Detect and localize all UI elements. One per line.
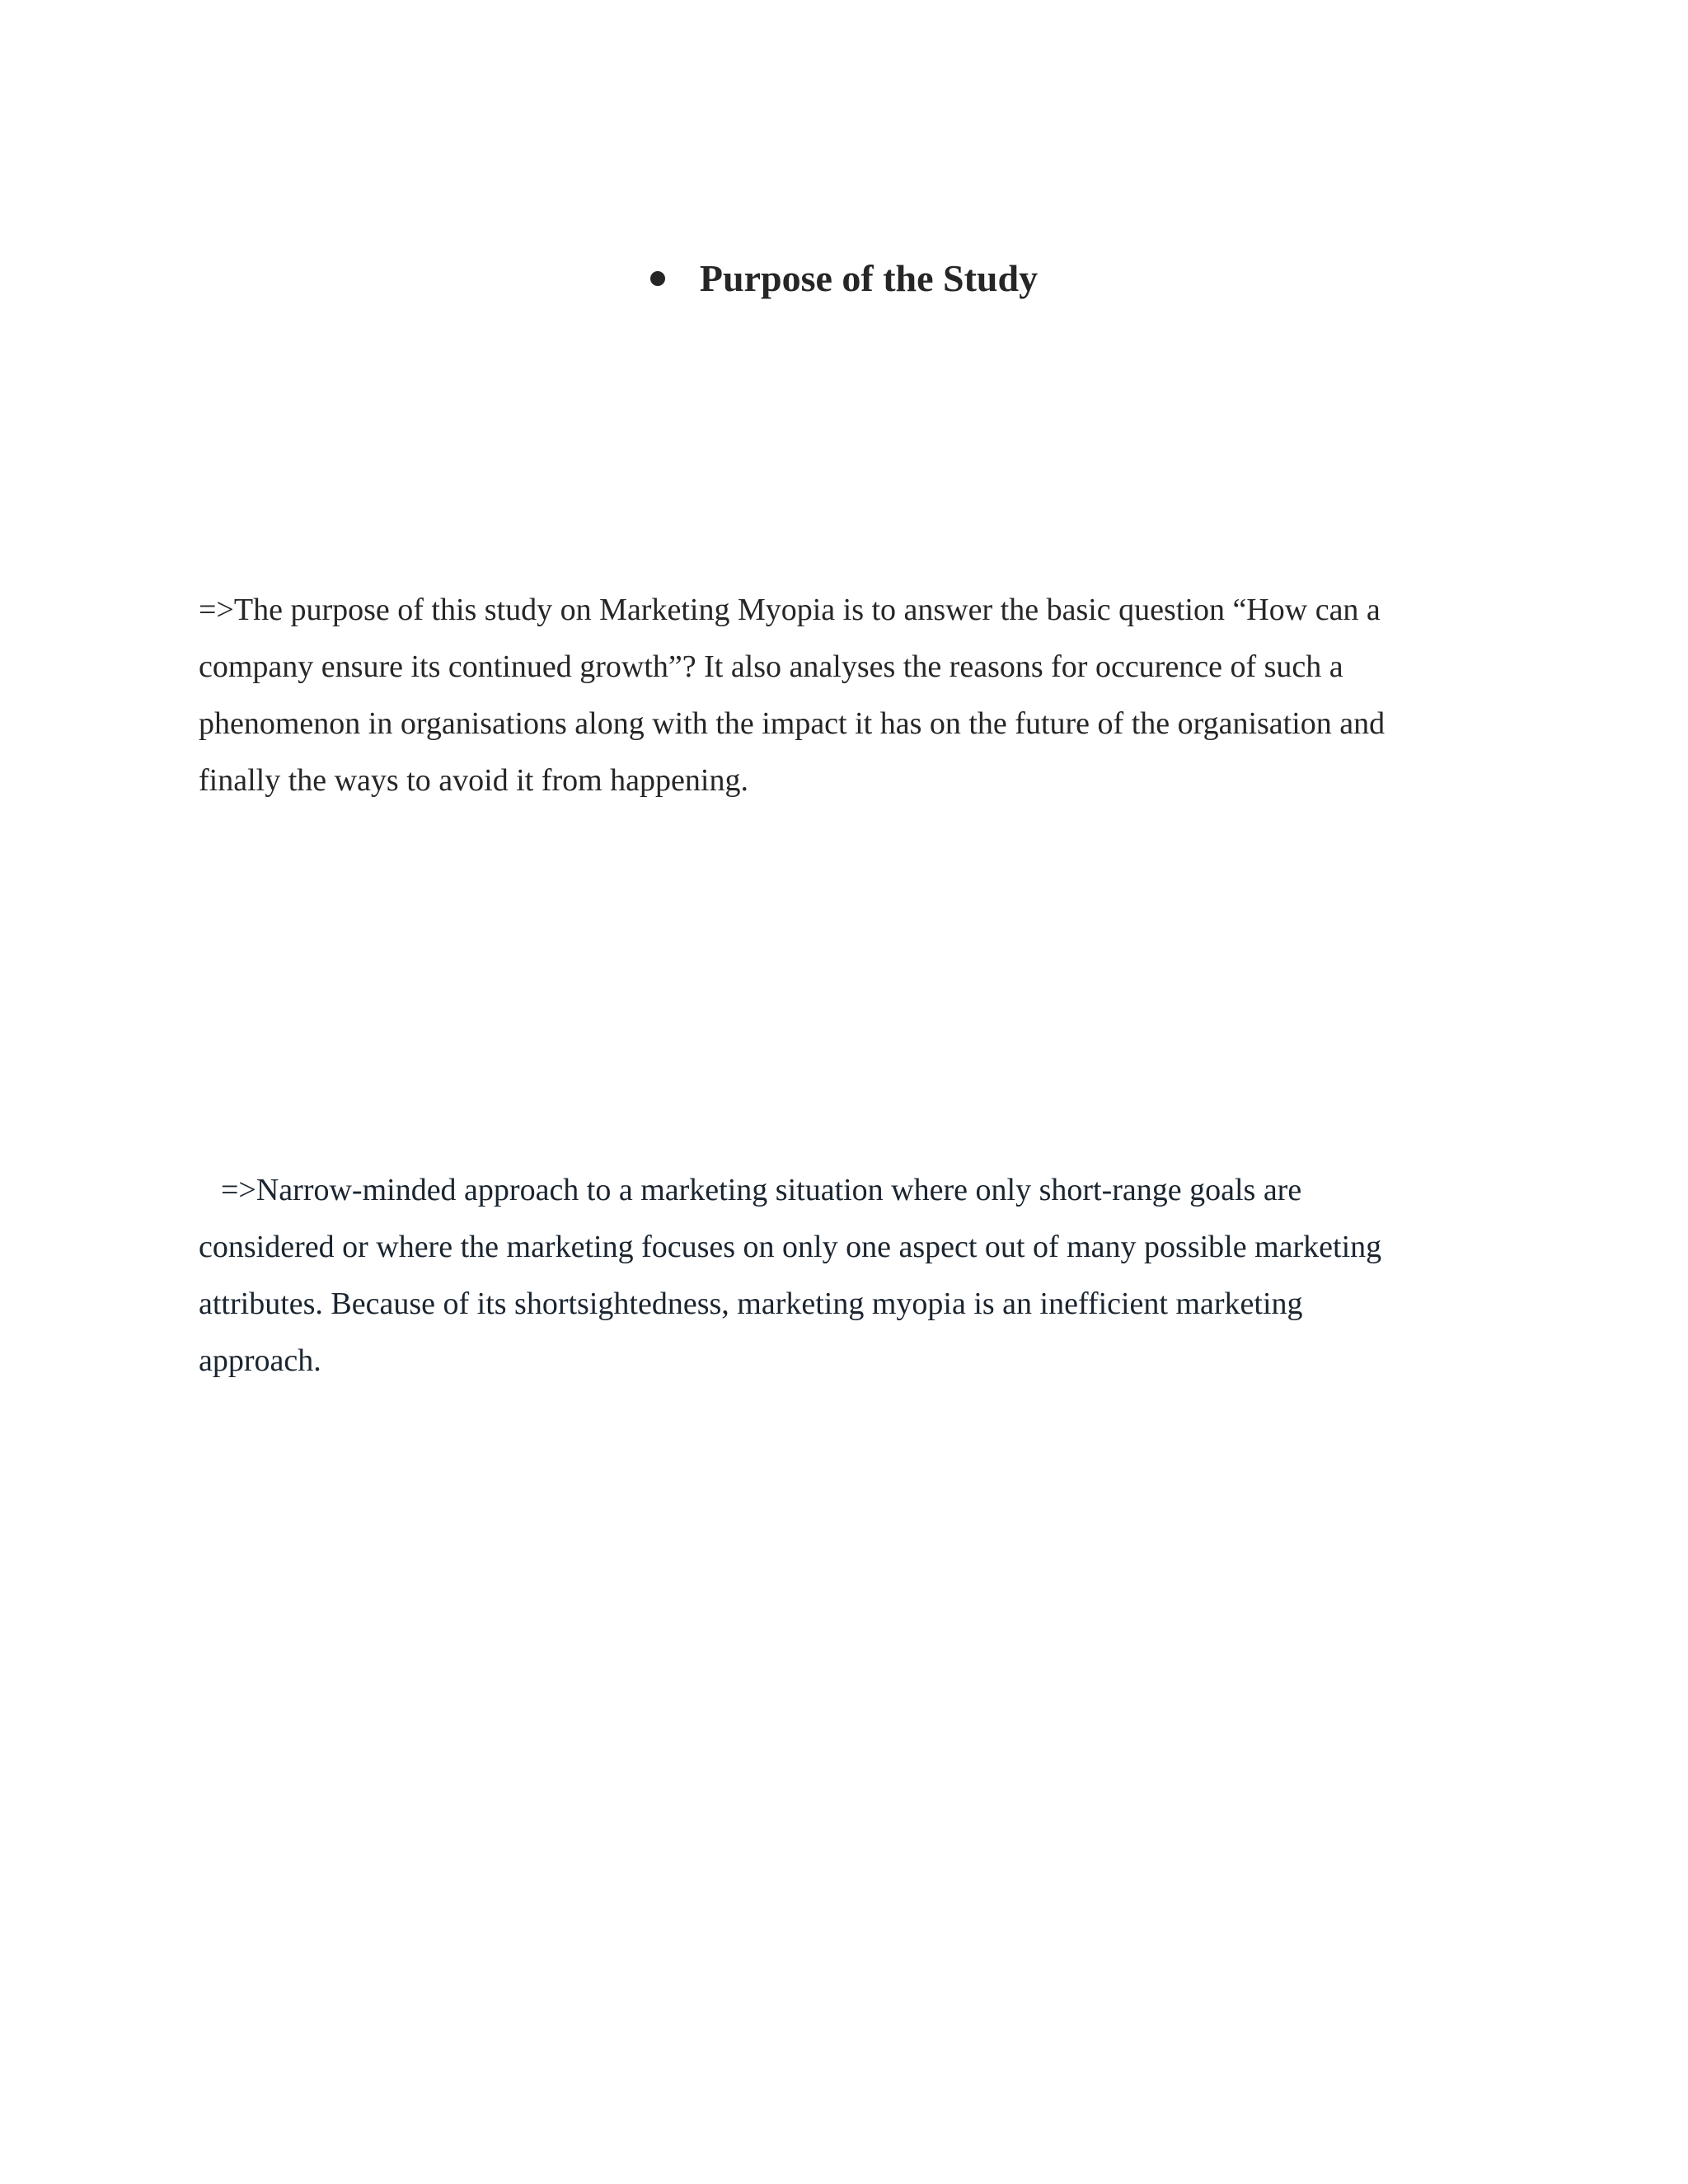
paragraph-line: =>Narrow-minded approach to a marketing situation where only short-range goals are — [221, 1173, 1302, 1207]
section-heading-text: Purpose of the Study — [699, 257, 1039, 299]
paragraph-line: attributes. Because of its shortsightedness, marketing myopia is an inefficient marketing — [199, 1286, 1303, 1321]
paragraph-line: approach. — [199, 1343, 321, 1378]
paragraph-line: phenomenon in organisations along with the impact it has on the future of the organisation and — [199, 706, 1386, 741]
paragraph-line: company ensure its continued growth”? It also analyses the reasons for occurence of such a — [199, 649, 1343, 684]
paragraph-line: finally the ways to avoid it from happening. — [199, 763, 748, 798]
paragraph-line: =>The purpose of this study on Marketing Myopia is to answer the basic question “How can a — [199, 593, 1381, 627]
bullet-icon — [650, 271, 665, 286]
purpose-paragraph — [199, 582, 1484, 809]
section-heading — [0, 254, 1688, 303]
definition-paragraph — [199, 1162, 1484, 1390]
paragraph-line: considered or where the marketing focuses on only one aspect out of many possible marketing — [199, 1230, 1382, 1264]
